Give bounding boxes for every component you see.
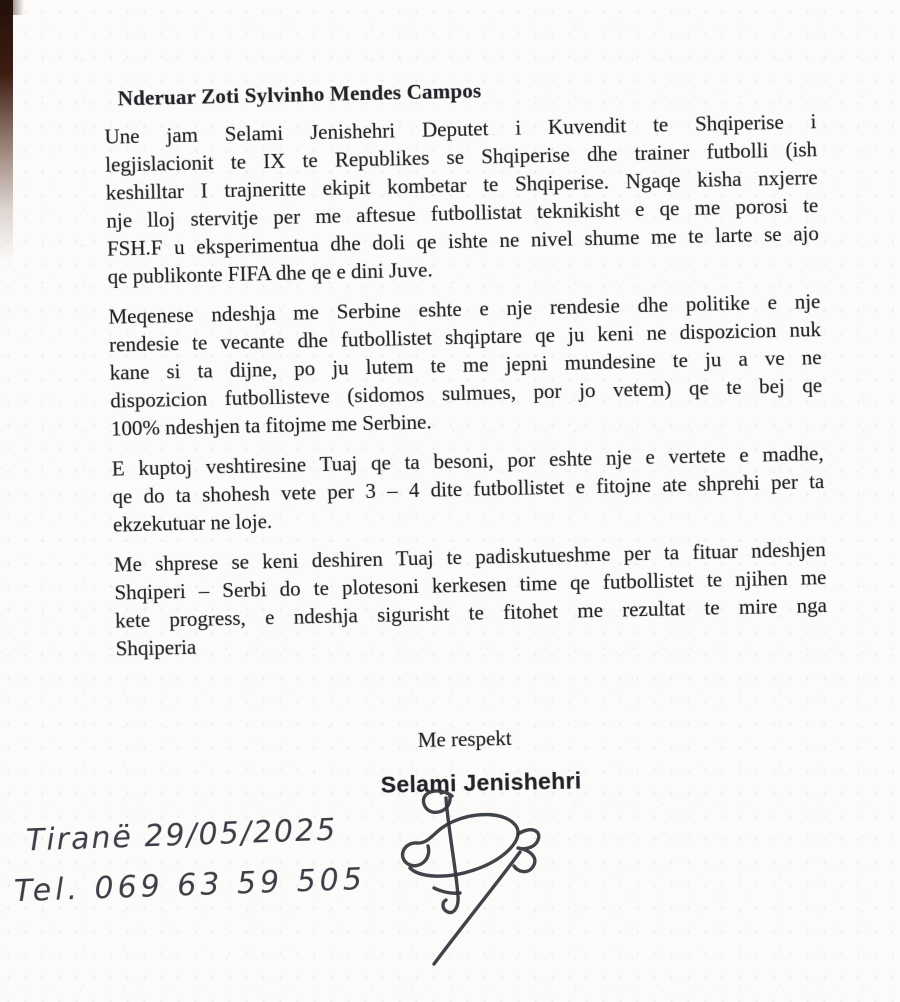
letter-line: 100% ndeshjen ta fitojme me Serbine. bbox=[110, 409, 432, 441]
letter-line: Me shprese se keni deshiren Tuaj te padiskutueshme per ta fituar ndeshjen bbox=[113, 537, 827, 577]
letter-line: Shqiperia bbox=[115, 634, 197, 661]
letter-line: rendesie te vecante dhe futbollistet shqiptare qe ju keni ne dispozicion nuk bbox=[108, 317, 822, 357]
letter-line: Meqenese ndeshja me Serbine eshte e nje rendesie dhe politike e nje bbox=[108, 289, 821, 329]
letter-line: keshilltar I trajneritte ekipit kombetar te Shqiperise. Ngaqe kisha nxjerre bbox=[105, 165, 818, 205]
paragraph-4 bbox=[114, 535, 828, 663]
letter-line: qe do ta shohesh vete per 3 – 4 dite futbollistet e fitojne ate shprehi per ta bbox=[112, 469, 825, 509]
paragraph-3 bbox=[112, 439, 826, 539]
handwritten-place-date: Tiranë 29/05/2025 bbox=[25, 812, 338, 859]
scan-edge-artifact bbox=[0, 0, 13, 262]
letter-line: Shqiperi – Serbi do te plotesoni kerkesen time qe futbollistet te njihen me bbox=[114, 565, 827, 605]
letter-line: nje lloj stervitje per me aftesue futbollistat teknikisht e qe me porosi te bbox=[106, 193, 819, 233]
letter-line: dispozicion futbollisteve (sidomos sulmues, por jo vetem) qe te bej qe bbox=[110, 373, 823, 413]
letter-line: legjislacionit te IX te Republikes se Shqiperise dhe trainer futbolli (ish bbox=[104, 137, 818, 177]
handwritten-phone: Tel. 069 63 59 505 bbox=[13, 861, 367, 910]
paragraph-1 bbox=[104, 107, 819, 290]
paragraph-2 bbox=[108, 287, 823, 442]
signature-scribble bbox=[368, 786, 578, 978]
letter-line: kete progress, e ndeshja sigurisht te fitohet me rezultat te mire nga bbox=[114, 593, 828, 633]
letter-line: Une jam Selami Jenishehri Deputet i Kuvendit te Shqiperise i bbox=[104, 109, 817, 149]
letter-line: FSH.F u eksperimentua dhe doli qe ishte ne nivel shume me te larte se ajo bbox=[106, 221, 820, 261]
letter-body bbox=[102, 0, 831, 804]
valediction: Me respekt bbox=[417, 725, 512, 752]
letter-line: E kuptoj veshtiresine Tuaj qe ta besoni, por eshte nje e vertete e madhe, bbox=[111, 441, 824, 481]
letter-line: ekzekutuar ne loje. bbox=[112, 509, 273, 537]
salutation: Nderuar Zoti Sylvinho Mendes Campos bbox=[117, 78, 482, 111]
letter-line: qe publikonte FIFA dhe qe e dini Juve. bbox=[107, 257, 433, 289]
signer-name: Selami Jenishehri bbox=[380, 767, 582, 798]
letter-line: kane si ta dijne, po ju lutem te me jepni mundesine te ju a ve ne bbox=[109, 345, 822, 385]
